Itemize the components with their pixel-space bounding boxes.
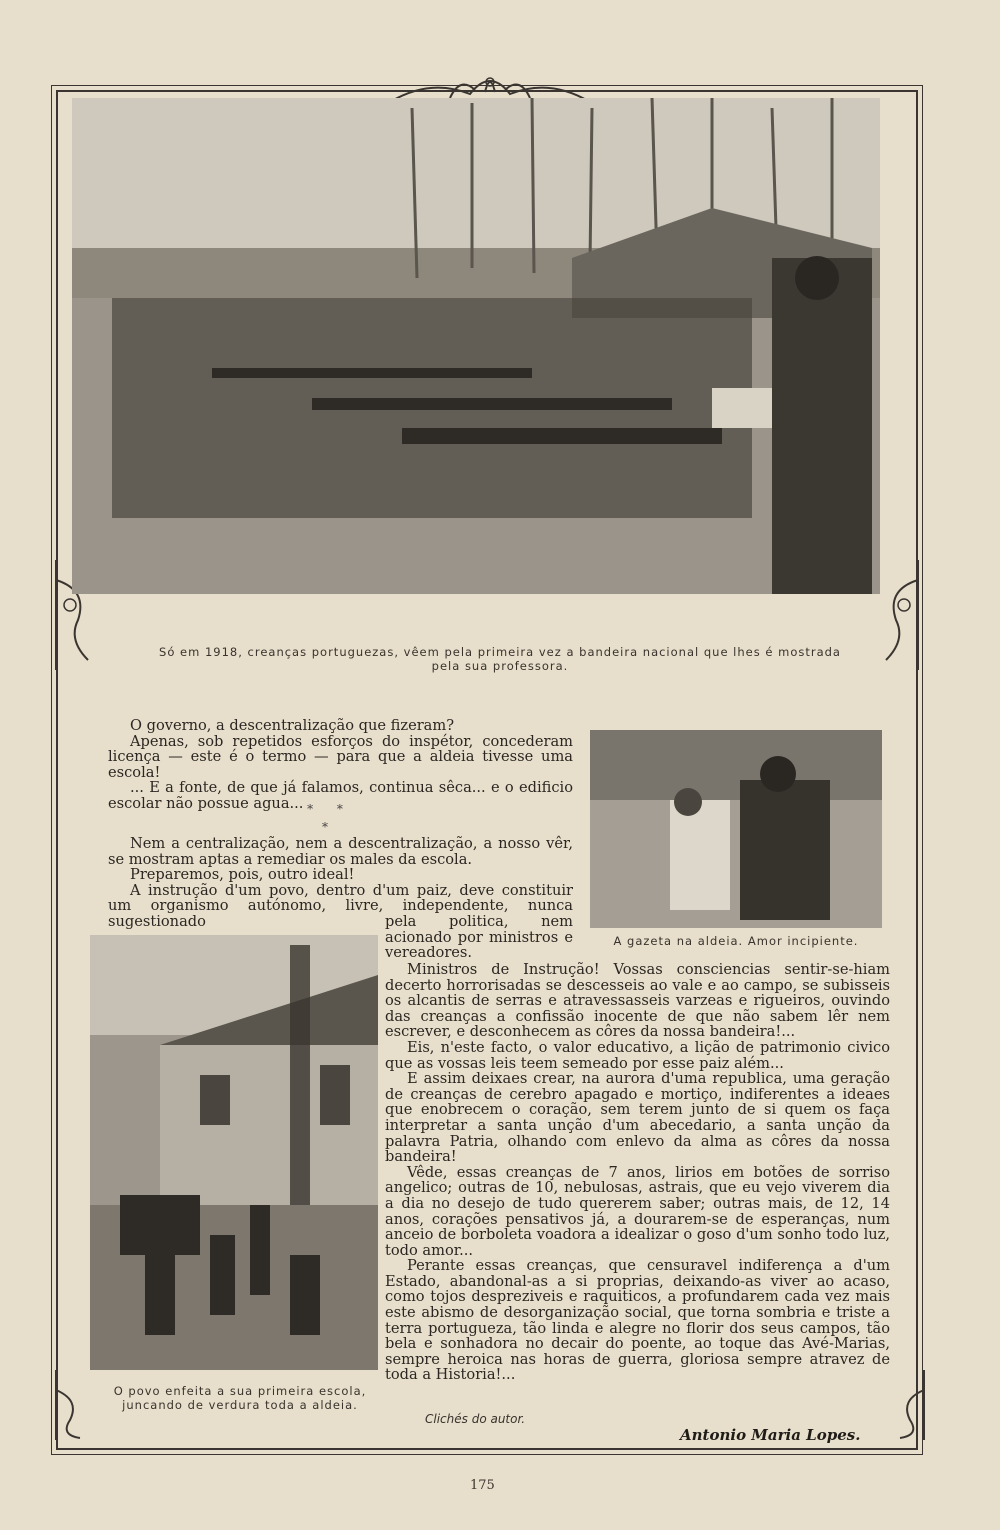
- section-stars: * * *: [307, 802, 353, 834]
- bottom-left-ornament: [50, 1370, 100, 1440]
- paragraph: A instrução d'um povo, dentro d'um paiz, deve constituir um organismo autónomo, livre, independente, nunca sugestionado: [108, 881, 573, 930]
- paragraph: Nem a centralização, nem a descentralização, a nosso vêr, se mostram aptas a remediar os males da escola.: [108, 835, 573, 868]
- paragraph: Apenas, sob repetidos esforços do inspétor, concederam licença — este é o termo — para que a aldeia tivesse uma escola!: [108, 732, 573, 781]
- paragraph: Perante essas creanças, que censuravel indiferença a d'um Estado, abandonal-as a si proprias, deixando-as viver ao acaso, como tojos despreziveis e raquiticos, a profundarem cada vez mais este abismo de desorganização social, que torna sombria e triste a terra portugueza, tão linda e alegre no florir dos seus campos, tão bela e sonhadora no decair do poente, ao toque das Avé-Marias, sempre heroica nas horas de guerra, gloriosa sempre atravez de toda a Historia!...: [385, 1257, 890, 1384]
- right-photo-children: [590, 730, 882, 928]
- right-photo-caption: A gazeta na aldeia. Amor incipiente.: [613, 934, 859, 948]
- paragraph: E assim deixaes crear, na aurora d'uma republica, uma geração de creanças de cerebro apagado e mortiço, indiferentes a ideaes que enobrecem o coração, sem terem junto de si quem os faça interpretar a santa unção d'um abecedario, a santa unção da palavra Patria, olhando com enlevo da alma as côres da nossa bandeira!: [385, 1070, 890, 1166]
- paragraph: Preparemos, pois, outro ideal!: [130, 866, 355, 884]
- main-photo-schoolchildren: [72, 98, 880, 594]
- paragraph: Eis, n'este facto, o valor educativo, a lição de patrimonio civico que as vossas leis teem semeado por esse paiz além...: [385, 1038, 890, 1072]
- paragraph: ... E a fonte, de que já falamos, continua sêca... e o edificio escolar não possue agua...: [108, 779, 573, 812]
- paragraph: pela politica, nem acionado por ministros e vereadores.: [385, 913, 573, 962]
- left-photo-caption: O povo enfeita a sua primeira escola, juncando de verdura toda a aldeia.: [113, 1384, 367, 1412]
- paragraph: O governo, a descentralização que fizeram?: [130, 717, 455, 734]
- left-photo-village-school: [90, 935, 378, 1370]
- bottom-right-ornament: [890, 1370, 930, 1440]
- main-photo-caption: Só em 1918, creanças portuguezas, vêem pela primeira vez a bandeira nacional que lhes é mostrada pela sua professora.: [159, 645, 841, 673]
- text-block-continue: [385, 914, 573, 961]
- paragraph: Ministros de Instrução! Vossas consciencias sentir-se-hiam decerto horrorisadas se descesseis ao vale e ao campo, se subisseis os alcantis de serras e atravessasseis varzeas e rigueiros, ouvindo das creanças a confissão inocente de que não sabem lêr nem escrever, e desconhecem as côres da nossa bandeira!...: [385, 961, 890, 1041]
- photo-credit: Clichés do autor.: [425, 1412, 526, 1426]
- author-signature: Antonio Maria Lopes.: [680, 1426, 861, 1444]
- text-block-top: [108, 718, 573, 812]
- paragraph: Vêde, essas creanças de 7 anos, lirios em botões de sorriso angelico; outras de 10, nebulosas, astrais, que eu vejo viverem dia a dia no desejo de tudo quererem saber; outras mais, de 12, 14 anos, corações pensativos já, a dourarem-se de esperanças, num anceio de borboleta voadora a idealizar o goso d'um sonho todo luz, todo amor...: [385, 1163, 890, 1259]
- right-floral-ornament: [876, 560, 926, 670]
- page-number: 175: [470, 1478, 495, 1493]
- text-block-right: [385, 962, 890, 1383]
